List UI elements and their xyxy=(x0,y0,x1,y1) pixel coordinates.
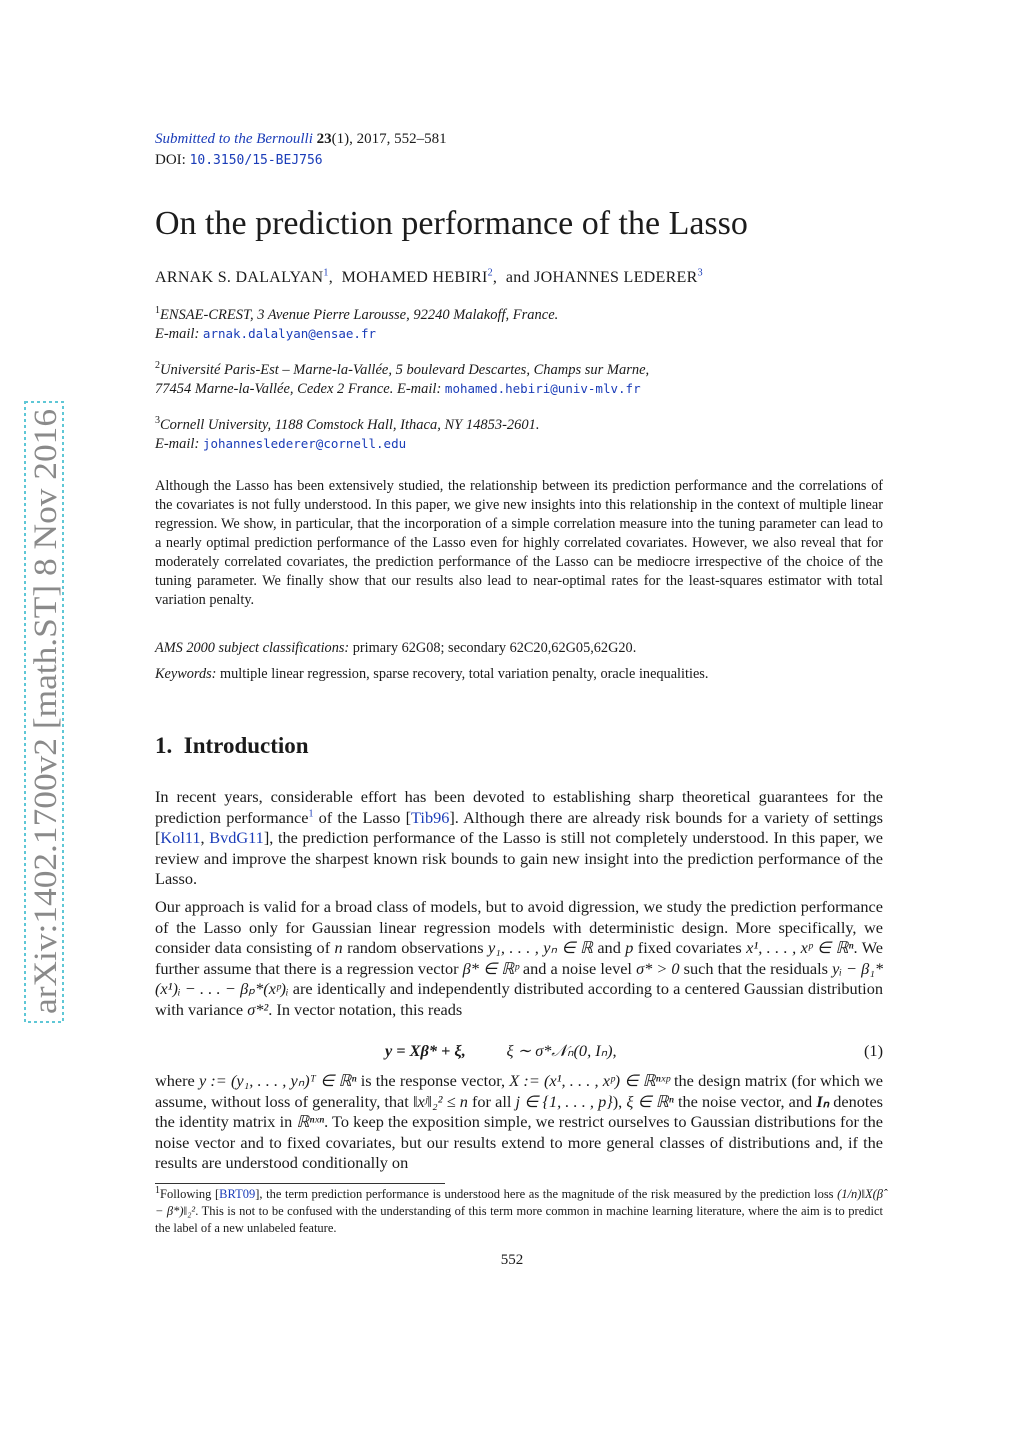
abstract: Although the Lasso has been extensively studied, the relationship between its prediction performance and the correlations of the covariates is not fully understood. In this paper, we give new insights into this relationship in the context of multiple linear regression. We show, in particular, that the incorporation of a simple correlation measure into the tuning parameter can lead to a nearly optimal prediction performance of the Lasso even for highly correlated covariates. However, we also reveal that for moderately correlated covariates, the prediction performance of the Lasso can be mediocre irrespective of the choice of the tuning parameter. We finally show that our results also lead to near-optimal rates for the least-squares estimator with total variation penalty. xyxy=(155,478,883,608)
p2-math-sigma: σ* > 0 xyxy=(636,958,680,978)
doi-line xyxy=(155,151,323,170)
equation-1-body xyxy=(385,1041,617,1061)
p3-text-2: is the response vector, xyxy=(356,1071,510,1090)
p2-math-variance: σ*² xyxy=(247,999,269,1019)
p3-math-Rnn: ℝⁿˣⁿ xyxy=(296,1112,325,1132)
doi-link[interactable]: 10.3150/15-BEJ756 xyxy=(189,153,323,168)
intro-paragraph-1 xyxy=(155,787,883,890)
page-number: 552 xyxy=(500,1252,524,1268)
p1-text-3: ]. Although there are already risk bounds for a variety of settings [ xyxy=(155,807,883,848)
affiliation-2-address-line2: 77454 Marne-la-Vallée, Cedex 2 France. E-mail: xyxy=(155,380,442,397)
p2-text-9: . In vector notation, this reads xyxy=(268,999,463,1019)
p1-text-1: In recent years, considerable effort has been devoted to establishing sharp theoretical guarantees for the prediction performance xyxy=(155,787,883,827)
keywords-value: multiple linear regression, sparse recovery, total variation penalty, oracle inequalities. xyxy=(220,666,709,682)
equation-1-number: (1) xyxy=(864,1041,883,1060)
affiliation-2-address-line1: Université Paris-Est – Marne-la-Vallée, 5 boulevard Descartes, Champs sur Marne, xyxy=(160,362,650,378)
affiliation-3-email-label: E-mail: xyxy=(155,435,200,452)
keywords xyxy=(155,665,708,683)
p3-text-4: for all xyxy=(467,1091,516,1111)
journal-name-link[interactable]: Submitted to the Bernoulli xyxy=(155,131,313,147)
affiliation-1-email-label: E-mail: xyxy=(155,325,200,342)
author-and: and xyxy=(505,269,530,286)
affiliation-1-mark: 1 xyxy=(155,305,160,317)
p2-math-n: n xyxy=(334,938,343,958)
p2-text-2: random observations xyxy=(342,938,488,958)
ams-label: AMS 2000 subject classifications: xyxy=(155,640,350,656)
p2-text-3: and xyxy=(592,938,626,958)
p3-text-1: where xyxy=(155,1071,199,1090)
p2-math-beta: β* ∈ ℝᵖ xyxy=(462,958,519,978)
p1-text-2: of the Lasso [ xyxy=(313,807,412,827)
affiliation-3-mark: 3 xyxy=(155,415,160,427)
p3-math-xi: ξ ∈ ℝⁿ xyxy=(626,1091,674,1111)
intro-paragraph-2 xyxy=(155,897,883,1021)
affiliation-3-address: Cornell University, 1188 Comstock Hall, Ithaca, NY 14853-2601. xyxy=(160,417,540,433)
intro-paragraph-3 xyxy=(155,1071,883,1174)
p2-math-x: x¹, . . . , xᵖ ∈ ℝⁿ xyxy=(746,938,854,958)
author-1: ARNAK S. DALALYAN xyxy=(155,269,324,286)
affiliation-3 xyxy=(155,416,895,453)
author-2: MOHAMED HEBIRI xyxy=(341,269,488,286)
journal-line xyxy=(155,130,447,148)
fn-text-3: . This is not to be confused with the understanding of this term more common in machine learning literature, where the aim is to predict the label of a new unlabeled feature. xyxy=(155,1204,883,1235)
p3-math-j: j ∈ {1, . . . , p} xyxy=(515,1091,613,1111)
affiliation-2-mark: 2 xyxy=(155,360,160,372)
p3-math-ydef: y := (y₁, . . . , yₙ)ᵀ ∈ ℝⁿ xyxy=(198,1071,357,1090)
footnote-rule xyxy=(155,1183,445,1184)
journal-volume: 23 xyxy=(316,131,332,147)
p2-text-7: such that the residuals xyxy=(679,958,833,978)
journal-issue-year: (1), 2017, xyxy=(331,131,391,147)
p2-math-y: y₁, . . . , yₙ ∈ ℝ xyxy=(487,938,593,958)
footnote-1 xyxy=(155,1186,883,1237)
p2-text-8: are identically and independently distributed according to a centered Gaussian distribution with variance xyxy=(155,979,883,1019)
p3-text-5: ), xyxy=(612,1091,627,1111)
section-title: Introduction xyxy=(183,733,309,758)
p3-text-7: denotes the identity matrix in xyxy=(155,1091,884,1132)
ams-classification xyxy=(155,639,636,657)
p1-text-4: ], the prediction performance of the Lasso is still not completely understood. In this paper, we review and improve the sharpest known risk bounds to gain new insight into the prediction performance of the Lasso. xyxy=(155,828,884,889)
author-list: ARNAK S. DALALYAN$^1$, MOHAMED HEBIRI$^2$, and JOHANNES LEDERER$^3$ xyxy=(155,267,703,286)
p3-math-Xdef: X := (x¹, . . . , xᵖ) ∈ ℝⁿˣᵖ xyxy=(509,1071,670,1090)
fn-text-2: ], the term prediction performance is understood here as the magnitude of the risk measured by the prediction loss xyxy=(255,1187,838,1201)
cite-bvdg11-link[interactable]: BvdG11 xyxy=(209,828,264,848)
p2-math-p: p xyxy=(625,938,634,958)
p2-text-1: Our approach is valid for a broad class of models, but to avoid digression, we study the prediction performance of the Lasso only for Gaussian linear regression models with deterministic design. More specifically, we consider data consisting of xyxy=(155,897,883,958)
footnote-1-link[interactable]: 1 xyxy=(308,808,314,820)
author-2-affil-link[interactable]: 2 xyxy=(487,267,493,279)
section-heading xyxy=(155,732,309,760)
fn-math-loss: (1/n)‖X(β̂ − β*)‖₂² xyxy=(155,1187,883,1218)
section-number: 1. xyxy=(155,733,173,758)
equation-1-lhs: y = Xβ* + ξ, xyxy=(385,1041,466,1060)
p3-text-8: . To keep the exposition simple, we restrict ourselves to Gaussian distributions for the noise vector and to fixed covariates, but our results extend to more general classes of distributions and, if the results are understood conditionally on xyxy=(155,1112,884,1173)
journal-pages: 552–581 xyxy=(394,131,447,147)
p3-text-3: the design matrix (for which we assume, without loss of generality, that xyxy=(155,1071,884,1111)
affiliation-1-address: ENSAE-CREST, 3 Avenue Pierre Larousse, 92240 Malakoff, France. xyxy=(160,307,559,323)
arxiv-stamp-text: arXiv:1402.1700v2 [math.ST] 8 Nov 2016 xyxy=(28,449,64,1014)
p1-cite-sep: , xyxy=(200,828,210,848)
p2-math-residuals: yᵢ − β₁*(x¹)ᵢ − . . . − βₚ*(xᵖ)ᵢ xyxy=(155,958,883,999)
author-3: JOHANNES LEDERER xyxy=(534,269,698,286)
paper-title: On the prediction performance of the Lasso xyxy=(155,205,748,242)
p3-math-norm: ‖xʲ‖₂² ≤ n xyxy=(412,1091,468,1111)
cite-tib96-link[interactable]: Tib96 xyxy=(411,807,450,827)
affiliation-2-email-link[interactable]: mohamed.hebiri@univ-mlv.fr xyxy=(444,380,641,396)
doi-label: DOI: xyxy=(155,152,186,168)
p2-text-6: and a noise level xyxy=(518,958,637,978)
p2-text-5: . We further assume that there is a regression vector xyxy=(155,938,883,978)
affiliation-1-email-link[interactable]: arnak.dalalyan@ensae.fr xyxy=(202,325,377,341)
arxiv-stamp-border xyxy=(25,402,63,1022)
p3-math-I: Iₙ xyxy=(816,1091,830,1111)
equation-1 xyxy=(155,1041,883,1063)
equation-1-rhs: ξ ∼ σ*𝒩ₙ(0, Iₙ), xyxy=(506,1041,617,1060)
affiliation-2 xyxy=(155,361,895,398)
author-3-affil-link[interactable]: 3 xyxy=(697,267,703,279)
affiliation-1 xyxy=(155,306,895,343)
cite-brt09-link[interactable]: BRT09 xyxy=(219,1187,256,1201)
affiliation-3-email-link[interactable]: johanneslederer@cornell.edu xyxy=(202,435,407,451)
fn-text-1: Following [ xyxy=(160,1187,220,1201)
cite-kol11-link[interactable]: Kol11 xyxy=(160,828,201,848)
author-1-affil-link[interactable]: 1 xyxy=(323,267,329,279)
ams-value: primary 62G08; secondary 62C20,62G05,62G20. xyxy=(352,640,637,656)
p3-text-6: the noise vector, and xyxy=(673,1091,817,1111)
footnote-1-mark: 1 xyxy=(155,1184,160,1196)
keywords-label: Keywords: xyxy=(155,666,217,682)
p2-text-4: fixed covariates xyxy=(633,938,747,958)
